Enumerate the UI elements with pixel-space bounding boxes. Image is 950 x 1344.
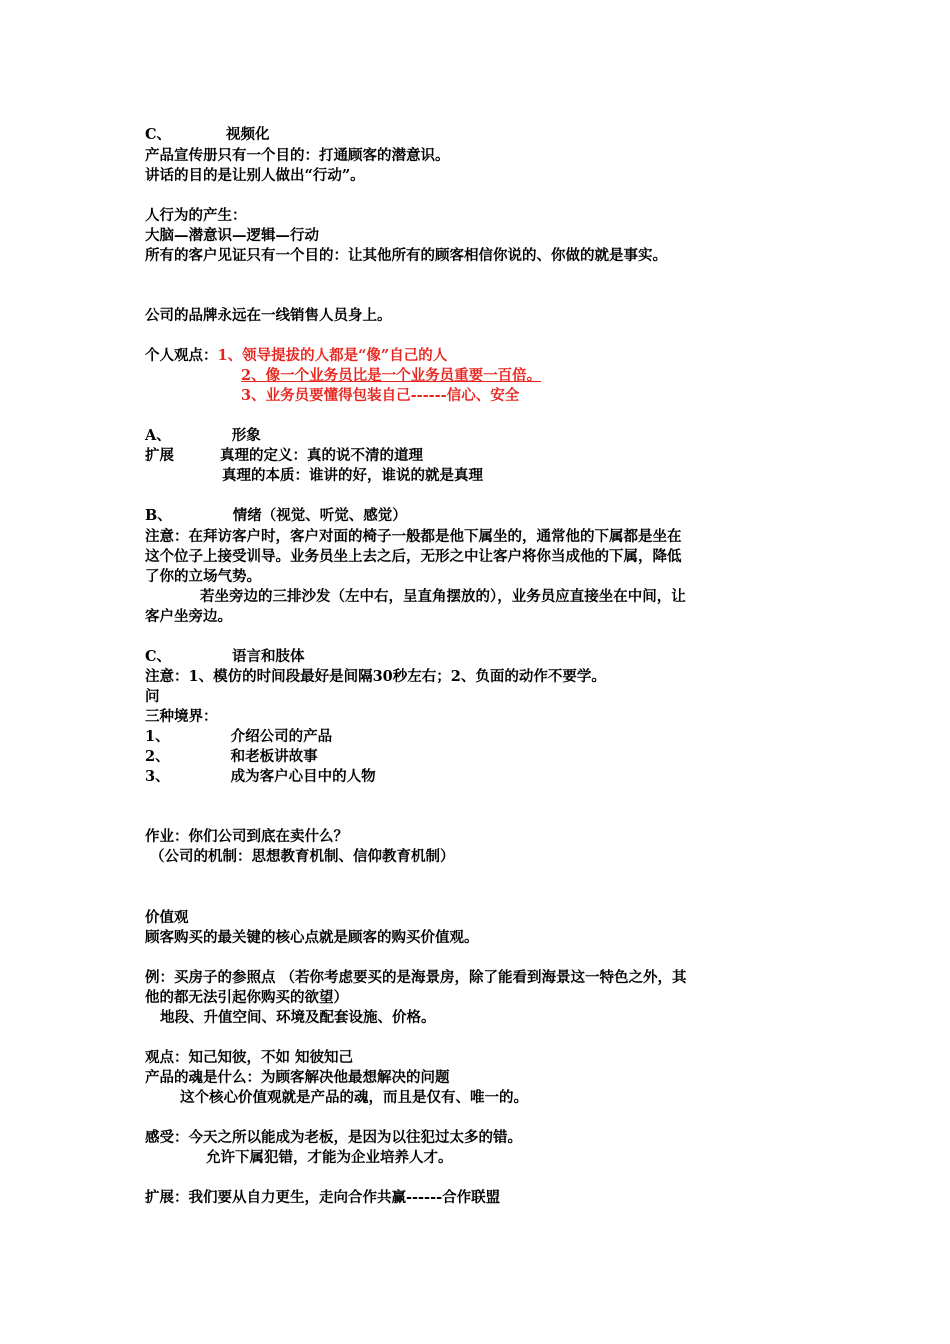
text-line: 产品宣传册只有一个目的：打通顾客的潜意识。 [145,147,450,164]
expand-label: 扩展 [145,447,174,464]
viewpoint-3: 3、业务员要懂得包装自己------信心、安全 [241,387,520,404]
text-line: 公司的品牌永远在一线销售人员身上。 [145,307,392,324]
text-line: 若坐旁边的三排沙发（左中右，呈直角摆放的），业务员应直接坐在中间，让 [200,588,686,605]
text-line: 人行为的产生： [145,207,247,224]
text-line: 感受：今天之所以能成为老板，是因为以往犯过太多的错。 [145,1129,522,1146]
heading-label: B、 [145,507,172,524]
text-line: 扩展：我们要从自力更生，走向合作共赢------合作联盟 [145,1189,501,1206]
list-item [145,747,318,767]
heading-a-image [145,426,261,446]
text-line: 允许下属犯错，才能为企业培养人才。 [206,1149,453,1166]
text-line: 三种境界： [145,708,218,725]
list-text: 成为客户心目中的人物 [230,768,376,785]
heading-text: 情绪（视觉、听觉、感觉） [232,507,407,524]
text-line: 大脑—潜意识—逻辑—行动 [145,227,319,244]
text-line: 观点：知己知彼，不如 知彼知己 [145,1049,354,1066]
list-text: 和老板讲故事 [230,748,318,765]
heading-text: 形象 [231,427,261,444]
text-line: 注意：1、模仿的时间段最好是间隔30秒左右；2、负面的动作不要学。 [145,668,606,685]
text-line: 讲话的目的是让别人做出“行动”。 [145,167,365,184]
expand-text: 真理的定义：真的说不清的道理 [220,447,423,464]
heading-text: 视频化 [226,126,270,143]
text-line: 注意：在拜访客户时，客户对面的椅子一般都是他下属坐的，通常他的下属都是坐在 [145,528,682,545]
list-number: 3、 [145,768,170,785]
list-item [145,727,332,747]
text-line: （公司的机制：思想教育机制、信仰教育机制） [150,848,455,865]
text-line: 了你的立场气势。 [145,568,261,585]
text-line: 真理的本质：谁讲的好，谁说的就是真理 [222,467,483,484]
heading-text: 语言和肢体 [232,648,305,665]
personal-viewpoint-line [145,346,447,366]
heading-c-language [145,647,305,667]
heading-label: C、 [145,648,172,665]
text-line: 例：买房子的参照点 （若你考虑要买的是海景房，除了能看到海景这一特色之外，其 [145,969,687,986]
heading-c-video [145,125,270,145]
text-line: 问 [145,688,160,705]
text-line: 他的都无法引起你购买的欲望） [145,989,348,1006]
text-line: 地段、升值空间、环境及配套设施、价格。 [160,1009,436,1026]
viewpoint-2: 2、像一个业务员比是一个业务员重要一百倍。 [241,367,542,384]
text-line: 这个核心价值观就是产品的魂，而且是仅有、唯一的。 [180,1089,528,1106]
text-line: 作业：你们公司到底在卖什么？ [145,828,348,845]
text-line [145,446,423,466]
text-line: 产品的魂是什么：为顾客解决他最想解决的问题 [145,1069,450,1086]
list-text: 介绍公司的产品 [230,728,333,745]
text-line: 所有的客户见证只有一个目的：让其他所有的顾客相信你说的、你做的就是事实。 [145,247,667,264]
text-line: 客户坐旁边。 [145,608,232,625]
text-line: 这个位子上接受训导。业务员坐上去之后，无形之中让客户将你当成他的下属，降低 [145,548,682,565]
heading-label: C、 [145,126,172,143]
text-line: 价值观 [145,909,189,926]
list-number: 1、 [145,728,170,745]
heading-label: A、 [145,427,171,444]
list-item [145,767,376,787]
viewpoint-1: 1、领导提拔的人都是“像”自己的人 [217,347,448,364]
heading-b-emotion [145,506,407,526]
text-line: 顾客购买的最关键的核心点就是顾客的购买价值观。 [145,929,479,946]
viewpoint-label: 个人观点： [145,347,218,364]
list-number: 2、 [145,748,170,765]
